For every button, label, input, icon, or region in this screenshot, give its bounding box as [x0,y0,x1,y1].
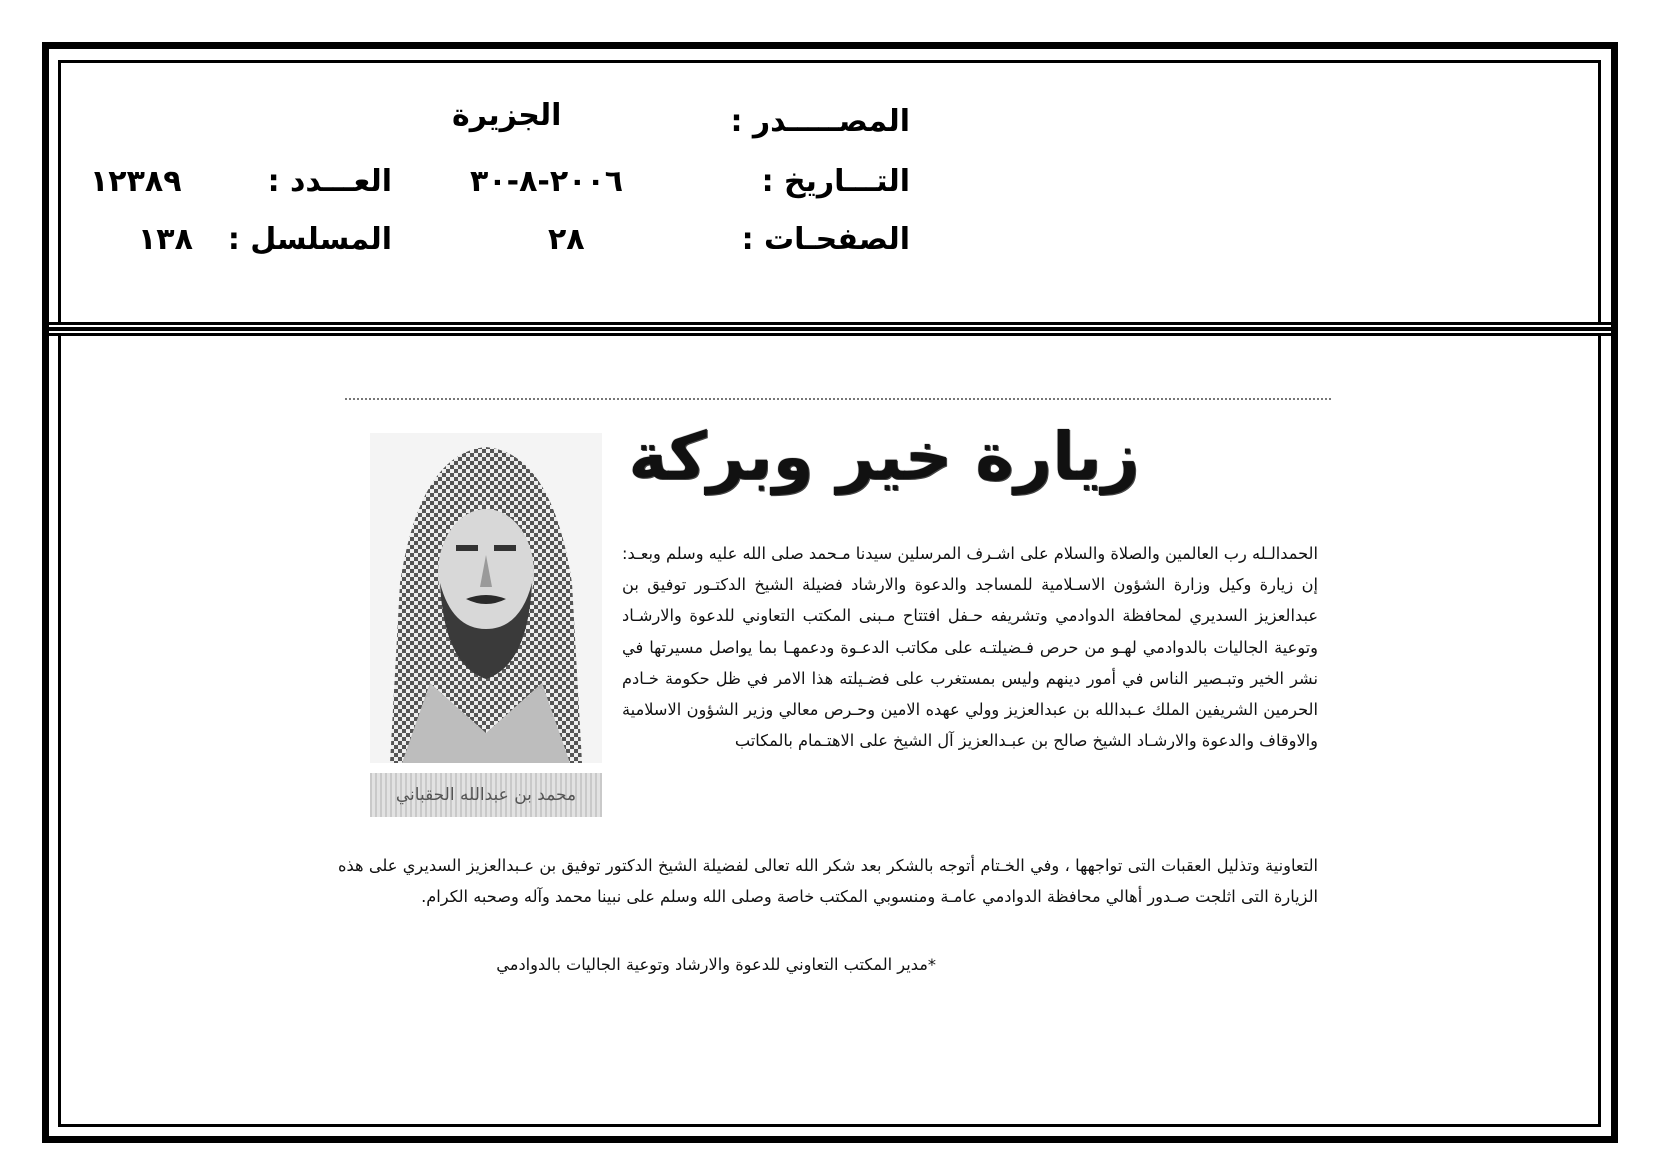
pages-label: الصفحـات : [741,222,910,257]
serial-value: ١٣٨ [138,222,193,257]
header-divider [49,322,1611,336]
date-label: التـــاريخ : [761,164,910,199]
author-photo [370,433,602,763]
serial-label: المسلسل : [227,222,392,257]
issue-label: العـــدد : [267,164,392,199]
article-body-wrapped: الحمدالـله رب العالمين والصلاة والسلام على اشـرف المرسلين سيدنا مـحمد صلى الله عليه وسلم وبعـد: إن زيارة وكيل وزارة الشؤون الاسـلامية للمساجد والدعوة والارشاد فضيلة الشيخ الدكتـور توفيق بن عبدالعزيز السديري لمحافظة الدوادمي وتشريفه حـفل افتتاح مـبنى المكتب التعاوني للدعوة والارشـاد وتوعية الجاليات بالدوادمي لهـو من حرص فـضيلتـه على مكاتب الدعـوة ودعمهـا بما يواصل مسيرتها في نشر الخير وتبـصير الناس في أمور دينهم وليس بمستغرب على فضـيلته هذا الامر في ظل حكومة خـادم الحرمين الشريفين الملك عـبدالله بن عبدالعزيز وولي عهده الامين وحـرص معالي وزير الشؤون الاسلامية والاوقاف والدعوة والارشـاد الشيخ صالح بن عبـدالعزيز آل الشيخ على الاهتـمام بالمكاتب [622,544,1318,751]
source-label: المصـــــدر : [730,104,910,139]
article-headline: زيارة خير وبركة [628,418,1140,495]
date-value: ٢٠٠٦-٨-٣٠ [470,164,624,199]
pages-value: ٢٨ [548,222,585,257]
issue-value: ١٢٣٨٩ [90,164,182,199]
photo-caption: محمد بن عبدالله الحقباني [370,773,602,817]
article-body-full: التعاونية وتذليل العقبات التى تواجهها ، وفي الخـتام أتوجه بالشكر بعد شكر الله تعالى لفضيلة الشيخ الدكتور توفيق بن عـبدالعزيز السديري على هذه الزيارة التى اثلجت صـدور أهالي محافظة الدوادمي عامـة ومنسوبي المكتب خاصة وصلى الله وسلم على نبينا محمد وآله وصحبه الكرام. [338,856,1318,907]
article-signature: *مدير المكتب التعاوني للدعوة والارشاد وتوعية الجاليات بالدوادمي [496,955,936,974]
clipping-top-rule [345,398,1331,400]
source-value: الجزيرة [452,98,562,133]
